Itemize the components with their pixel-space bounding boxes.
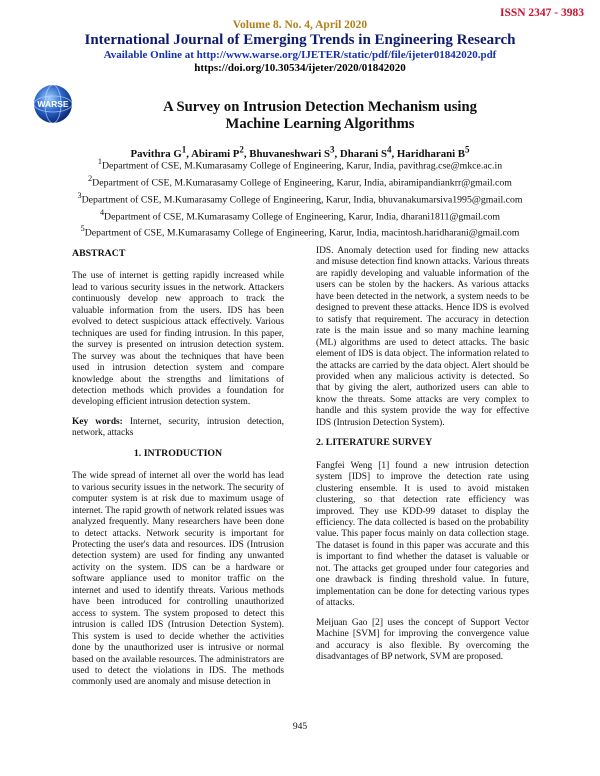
author-5: Haridharani $B^5$ — [396, 144, 470, 160]
affiliation-2: $^2$Department of CSE, M.Kumarasamy College of Engineering, Karur, India, abiramipandiankrr@gmail.com — [88, 173, 512, 189]
author-3: Bhuvaneshwari $S^3$, — [249, 144, 340, 160]
affiliation-4: $^4$Department of CSE, M.Kumarasamy College of Engineering, Karur, India, dharani1811@gmail.com — [99, 207, 501, 222]
survey-paragraph-2: Meijuan Gao [2] uses the concept of Support Vector Machine [SVM] for improving the convergence value and accuracy is also flexible. By overcoming the disadvantages of BP network, SVM are proposed. — [316, 617, 529, 662]
journal-title: International Journal of Emerging Trends in Engineering Research — [84, 32, 516, 48]
abstract-heading: ABSTRACT — [72, 248, 126, 259]
affiliation-5: $^5$Department of CSE, M.Kumarasamy College of Engineering, Karur, India, macintosh.haridharani@gmail.com — [80, 224, 520, 239]
author-1: Pavithra $G^1$, — [130, 144, 192, 160]
right-column — [316, 246, 529, 671]
author-2: Abirami $P^2$, — [191, 144, 250, 160]
introduction-heading: 1. INTRODUCTION — [133, 447, 223, 459]
doi-link[interactable]: https://doi.org/10.30534/ijeter/2020/01842020 — [194, 62, 406, 74]
warse-logo-icon — [33, 84, 73, 124]
affiliation-3: $^3$Department of CSE, M.Kumarasamy College of Engineering, Karur, India, bhuvanakumarsiva1995@gmail.com — [77, 190, 523, 205]
author-4: Dharani $S^4$, — [339, 144, 397, 160]
abstract-text: The use of internet is getting rapidly increased while lead to various security issues in the network. Attackers continuously develop new approach to track the valuable information from the users. IDS has been evolved to detect suspicious attack effectively. Various techniques are used for finding intrusion. In this paper, the survey is presented on intrusion detection system. The survey was about the techniques that have been used in intrusion detection system and compare knowledge about the strengths and limitations of detection methods which provides a foundation for developing efficient intrusion detection system. — [72, 271, 284, 408]
title-line-2: Machine Learning Algorithms — [225, 116, 415, 132]
introduction-text: The wide spread of internet all over the world has lead to various security issues in the network. The security of computer system is at risk due to maximum usage of internet. The rapid growth of network related issues was analyzed frequently. Many researchers have been done to detect attacks. Network security is important for Protecting the user's data and resources. IDS (Intrusion detection system) are used for finding any unwanted activity on the system. IDS can be a hardware or software appliance used to monitor traffic on the internet and used to identify threats. Various methods have been introduced for controlling unauthorized access to system. The system proposed to detect this intrusion is called IDS (Intrusion Detection System). This system is used to decide whether the activities done by the unauthorized user is intrusive or normal based on the available resources. The administrators are used to detect the violations in IDS. The methods commonly used are anomaly and misuse detection in — [72, 471, 284, 688]
logo-text: WARSE — [37, 99, 69, 109]
keywords-label: Key words: — [72, 416, 123, 427]
affiliation-1: $^1$Department of CSE, M.Kumarasamy College of Engineering, Karur, India, pavithrag.cse@mkce.ac.in — [97, 157, 503, 172]
issn-label: ISSN 2347 - 3983 — [499, 7, 584, 19]
intro-continued-text: IDS. Anomaly detection used for finding new attacks and misuse detection find known attacks. Various threats are rapidly developing and valuable information of the users can be stolen by the hackers. As various attacks have been detected in the network, a system needs to be designed to prevent these attacks. Hence IDS is evolved to satisfy that requirement. The accuracy in detection rate is the main issue and so many machine learning (ML) algorithms are used to detect attacks. The basic element of IDS is data object. The information related to the attacks are carried by the data object. Alert should be provided when any malicious activity is detected. So that by giving the alert, authorized users can able to know the threats. Some attacks are very complex to handle and this system provide the way for effective IDS (Intrusion Detection System). — [316, 246, 529, 428]
keywords-text: Internet, security, intrusion detection, network, attacks — [72, 416, 284, 439]
affiliation-list — [0, 156, 600, 240]
online-url[interactable]: Available Online at http://www.warse.org/IJETER/static/pdf/file/ijeter01842020.pdf — [103, 49, 497, 61]
volume-issue: Volume 8. No. 4, April 2020 — [232, 19, 368, 31]
left-column — [72, 248, 284, 697]
page-number: 945 — [292, 722, 308, 732]
paper-title — [130, 99, 510, 133]
title-line-1: A Survey on Intrusion Detection Mechanism using — [163, 99, 477, 115]
literature-survey-heading: 2. LITERATURE SURVEY — [316, 437, 433, 449]
survey-paragraph-1: Fangfei Weng [1] found a new intrusion detection system [IDS] to improve the detection rate using clustering ensemble. It is used to avoid mistaken clustering, so that detection rate efficiency was improved. They use KDD-99 dataset to display the efficiency. The data collected is based on the probability value. This paper focus mainly on data collection stage. The dataset is found in this paper was accurate and this is important to find whether the dataset is valuable or not. The attacks get grouped under four categories and one drawback is finding threshold value. In future, implementation can be done for detecting various types of attacks. — [316, 460, 529, 609]
keywords — [72, 417, 284, 440]
